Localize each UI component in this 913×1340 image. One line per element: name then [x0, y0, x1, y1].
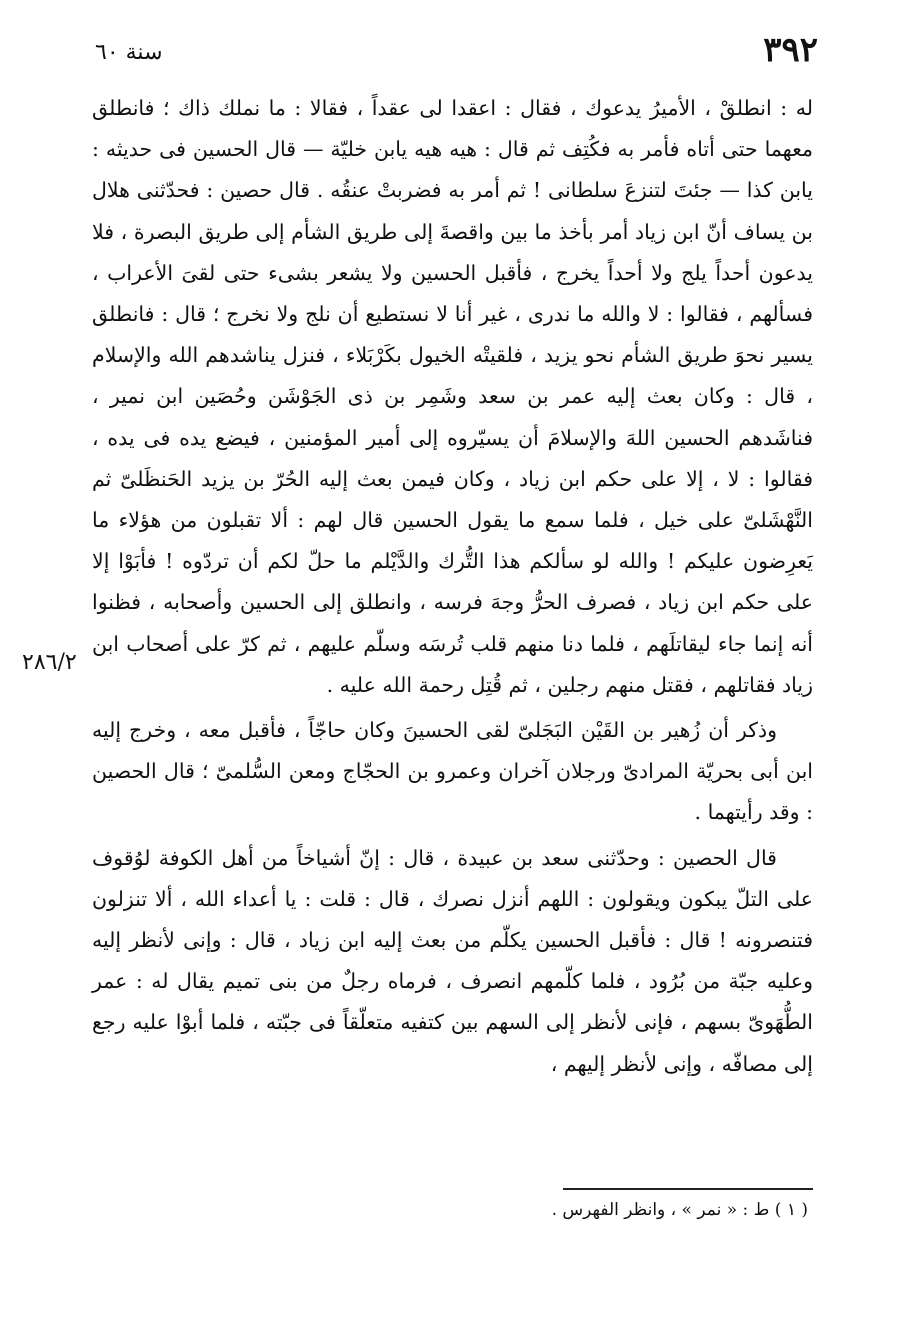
- footnote-divider: [563, 1188, 813, 1190]
- paragraph-3: قال الحصين : وحدّثنى سعد بن عبيدة ، قال : إنّ أشياخاً من أهل الكوفة لوُقوف على التلّ يبكون ويقولون : اللهم أنزل نصرك ، قال : قلت : يا أعداء الله ، ألا تنزلون فتنصرونه ! قال : فأقبل الحسين يكلّم من بعث إليه ابن زياد ، قال : وإنى لأنظر إليه وعليه جبّة من بُرُود ، فلما كلّمهم انصرف ، فرماه رجلٌ من بنى تميم يقال له : عمر الطُّهَوىّ بسهم ، فإنى لأنظر إلى السهم بين كتفيه متعلّقاً فى جبّته ، فلما أبوْا عليه رجع إلى مصافّه ، وإنى لأنظر إليهم ،: [92, 845, 813, 1076]
- footnote: ( ١ ) ط : « نمر » ، وانظر الفهرس .: [551, 1200, 808, 1220]
- main-text: [92, 88, 813, 1085]
- paragraph-1: له : انطلقْ ، الأميرُ يدعوك ، فقال : اعقدا لى عقداً ، فقالا : ما نملك ذاك ؛ فانطلق معهما حتى أتاه فأمر به فكُتِف ثم قال : هيه هيه يابن خليّة — قال الحسين فى حديثه : يابن كذا — جئتَ لتنزعَ سلطانى ! ثم أمر به فضربتْ عنقُه . قال حصين : فحدّثنى هلال بن يساف أنّ ابن زياد أمر بأخذ ما بين واقصةَ إلى طريق الشأم إلى طريق البصرة ، فلا يدعون أحداً يلج ولا أحداً يخرج ، فأقبل الحسين ولا يشعر بشىء حتى لقىَ الأعراب ، فسألهم ، فقالوا : لا والله ما ندرى ، غير أنا لا نستطيع أن نلج ولا نخرج ؛ قال : فانطلق يسير نحوَ طريق الشأم نحو يزيد ، فلقيتْه الخيول بكَرْبَلاء ، فنزل يناشدهم الله والإسلام ، قال : وكان بعث إليه عمر بن سعد وشَمِر بن ذى الجَوْشَن وحُصَين ابن نمير ، فناشَدهم الحسين اللهَ والإسلامَ أن يسيّروه إلى أمير المؤمنين ، فيضع يده فى يده ، فقالوا : لا ، إلا على حكم ابن زياد ، وكان فيمن بعث إليه الحُرّ بن يزيد الحَنظَلىّ ثم النَّهْشَلىّ على خيل ، فلما سمع ما يقول الحسين قال لهم : ألا تقبلون من هؤلاء ما يَعرِضون عليكم ! والله لو سألكم هذا التُّرك والدَّيْلم ما حلّ لكم أن تردّوه ! فأبَوْا إلا على حكم ابن زياد ، فصرف الحرُّ وجهَ فرسه ، وانطلق إلى الحسين وأصحابه ، فظنوا أنه إنما جاء ليقاتلَهم ، فلما دنا منهم قلب تُرسَه وسلّم عليهم ، ثم كرّ على أصحاب ابن زياد فقاتلهم ، فقتل منهم رجلين ، ثم قُتِل رحمة الله عليه .: [92, 96, 813, 697]
- page-number: ٣٩٢: [763, 30, 818, 70]
- margin-reference: ٢٨٦/٢: [22, 650, 77, 675]
- page-header: [95, 30, 818, 80]
- paragraph-2: وذكر أن زُهير بن القَيْن البَجَلىّ لقى الحسينَ وكان حاجّاً ، فأقبل معه ، وخرج إليه ابن أبى بحريّة المرادىّ ورجلان آخران وعمرو بن الحجّاج ومعن السُّلمىّ ؛ قال الحصين : وقد رأيتهما .: [92, 718, 813, 825]
- running-head: سنة ٦٠: [95, 40, 163, 65]
